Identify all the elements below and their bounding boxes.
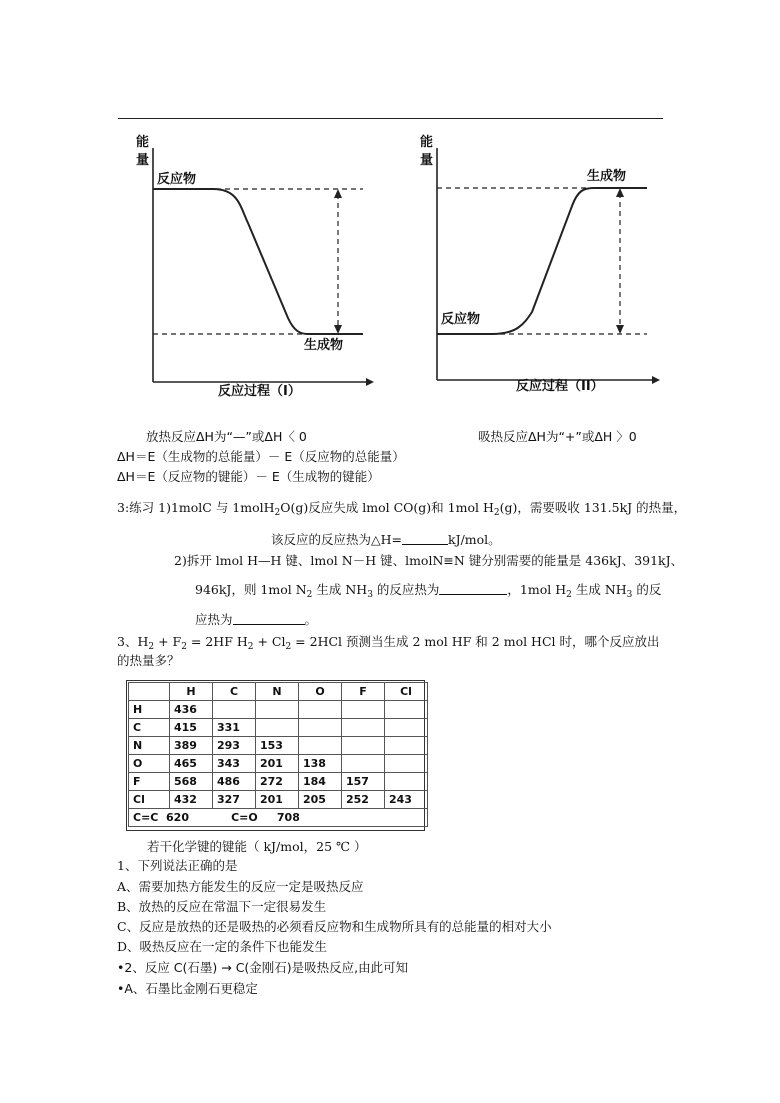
header-rule (118, 118, 663, 119)
table-cell: 184 (299, 773, 342, 791)
y-axis-label-right-1: 能 (420, 135, 434, 150)
table-cell (342, 701, 385, 719)
question-1-option-a: A、需要加热方能发生的反应一定是吸热反应 (117, 879, 364, 894)
question-2-option-a: •A、石墨比金刚石更稳定 (117, 981, 258, 996)
question-1-option-b: B、放热的反应在常温下一定很易发生 (117, 899, 327, 914)
left-reactant-label: 反应物 (157, 172, 197, 187)
header-cell: H (170, 683, 213, 701)
table-cell: 432 (170, 791, 213, 809)
table-row (129, 719, 428, 737)
y-axis-label-left-1: 能 (136, 135, 150, 150)
table-row (129, 701, 428, 719)
answer-blank-2[interactable] (439, 582, 507, 595)
table-cell (256, 719, 299, 737)
exercise-3-part1: 3:练习 1)1molC 与 1molH$_2$O(g)反应失成 lmol CO(g)和 1mol $H_2(g)$，需要吸收 131.5kJ 的热量， (117, 500, 687, 518)
x-axis-arrow-right (652, 376, 660, 384)
table-cell: 415 (170, 719, 213, 737)
exothermic-note: 放热反应ΔH为“—”或ΔH〈 0 (146, 429, 307, 444)
table-cell: 293 (213, 737, 256, 755)
exercise-3-part2-line2: 946kJ，则 1mol $N_2$ 生成 $NH_3$ 的反应热为 ，1mol $H_2$ 生成 $NH_3$ 的反 (195, 582, 662, 600)
bond-energy-table (128, 682, 428, 827)
table-cell: 153 (256, 737, 299, 755)
table-cell: N (129, 737, 170, 755)
table-row (129, 737, 428, 755)
bond-table-header (129, 683, 428, 701)
table-cell: 568 (170, 773, 213, 791)
table-cell (385, 719, 428, 737)
endothermic-note: 吸热反应ΔH为“+”或ΔH 〉0 (478, 429, 637, 444)
y-axis-label-left-2: 量 (136, 153, 150, 168)
table-cell: 465 (170, 755, 213, 773)
table-cell: 436 (170, 701, 213, 719)
question-2: •2、反应 C(石墨) → C(金刚石)是吸热反应,由此可知 (117, 960, 409, 975)
table-row (129, 791, 428, 809)
table-cell: 205 (299, 791, 342, 809)
footer-cell: C=C 620 C=O 708 (129, 809, 428, 827)
table-cell (342, 755, 385, 773)
exercise-3-part2-line1: 2)拆开 lmol H—H 键、lmol N－H 键、lmolN≡N 键分别需要的能量是 436kJ、391kJ、 (174, 553, 684, 568)
left-product-label: 生成物 (304, 338, 344, 353)
question-3-line2: 的热量多？ (117, 653, 180, 668)
y-axis-label-right-2: 量 (420, 153, 434, 168)
table-cell: F (129, 773, 170, 791)
right-product-label: 生成物 (587, 169, 627, 184)
table-cell: 272 (256, 773, 299, 791)
x-axis-arrow-left (366, 378, 374, 386)
header-cell: C (213, 683, 256, 701)
formula-bond-energy: ΔH＝E（反应物的键能）－ E（生成物的键能） (117, 469, 380, 484)
table-cell: H (129, 701, 170, 719)
table-row (129, 773, 428, 791)
header-cell (129, 683, 170, 701)
table-cell (342, 737, 385, 755)
energy-curve-left (153, 189, 363, 334)
table-cell: 138 (299, 755, 342, 773)
table-cell: C (129, 719, 170, 737)
table-cell: 331 (213, 719, 256, 737)
table-cell: 486 (213, 773, 256, 791)
table-cell (385, 755, 428, 773)
table-cell (385, 737, 428, 755)
table-cell: 201 (256, 755, 299, 773)
header-cell: F (342, 683, 385, 701)
exercise-3-part1-answer: 该反应的反应热为△H= kJ/mol。 (271, 532, 501, 547)
table-cell: 252 (342, 791, 385, 809)
table-cell: 201 (256, 791, 299, 809)
answer-blank-1[interactable] (402, 532, 448, 545)
formula-total-energy: ΔH＝E（生成物的总能量）－ E（反应物的总能量） (117, 449, 405, 464)
table-cell: 389 (170, 737, 213, 755)
header-cell: O (299, 683, 342, 701)
left-x-axis-label: 反应过程（I） (218, 384, 301, 399)
table-cell: 157 (342, 773, 385, 791)
answer-blank-3[interactable] (233, 612, 305, 625)
table-cell: 327 (213, 791, 256, 809)
table-cell (299, 719, 342, 737)
table-cell (256, 701, 299, 719)
table-cell: 243 (385, 791, 428, 809)
exercise-3-part2-line3: 应热为 。 (195, 612, 318, 627)
question-3-line1: 3、$H_2 + F_2 = 2HF$ $H_2 + Cl_2 = 2HCl$ 预测当生成 2 mol HF 和 2 mol HCl 时，哪个反应放出 (117, 634, 660, 652)
header-cell: N (256, 683, 299, 701)
table-cell (213, 701, 256, 719)
bond-table-caption: 若干化学键的键能（ kJ/mol，25 ℃ ） (147, 839, 367, 854)
question-1-option-c: C、反应是放热的还是吸热的必须看反应物和生成物所具有的总能量的相对大小 (117, 919, 552, 934)
table-cell (299, 701, 342, 719)
table-cell (342, 719, 385, 737)
table-cell: Cl (129, 791, 170, 809)
table-row (129, 755, 428, 773)
table-cell: O (129, 755, 170, 773)
question-1-option-d: D、吸热反应在一定的条件下也能发生 (117, 939, 328, 954)
table-cell: 343 (213, 755, 256, 773)
table-cell (299, 737, 342, 755)
question-1: 1、下列说法正确的是 (117, 858, 238, 873)
bond-table-footer (129, 809, 428, 827)
table-cell (385, 773, 428, 791)
right-reactant-label: 反应物 (441, 312, 481, 327)
header-cell: Cl (385, 683, 428, 701)
table-cell (385, 701, 428, 719)
right-x-axis-label: 反应过程（II） (516, 379, 604, 394)
